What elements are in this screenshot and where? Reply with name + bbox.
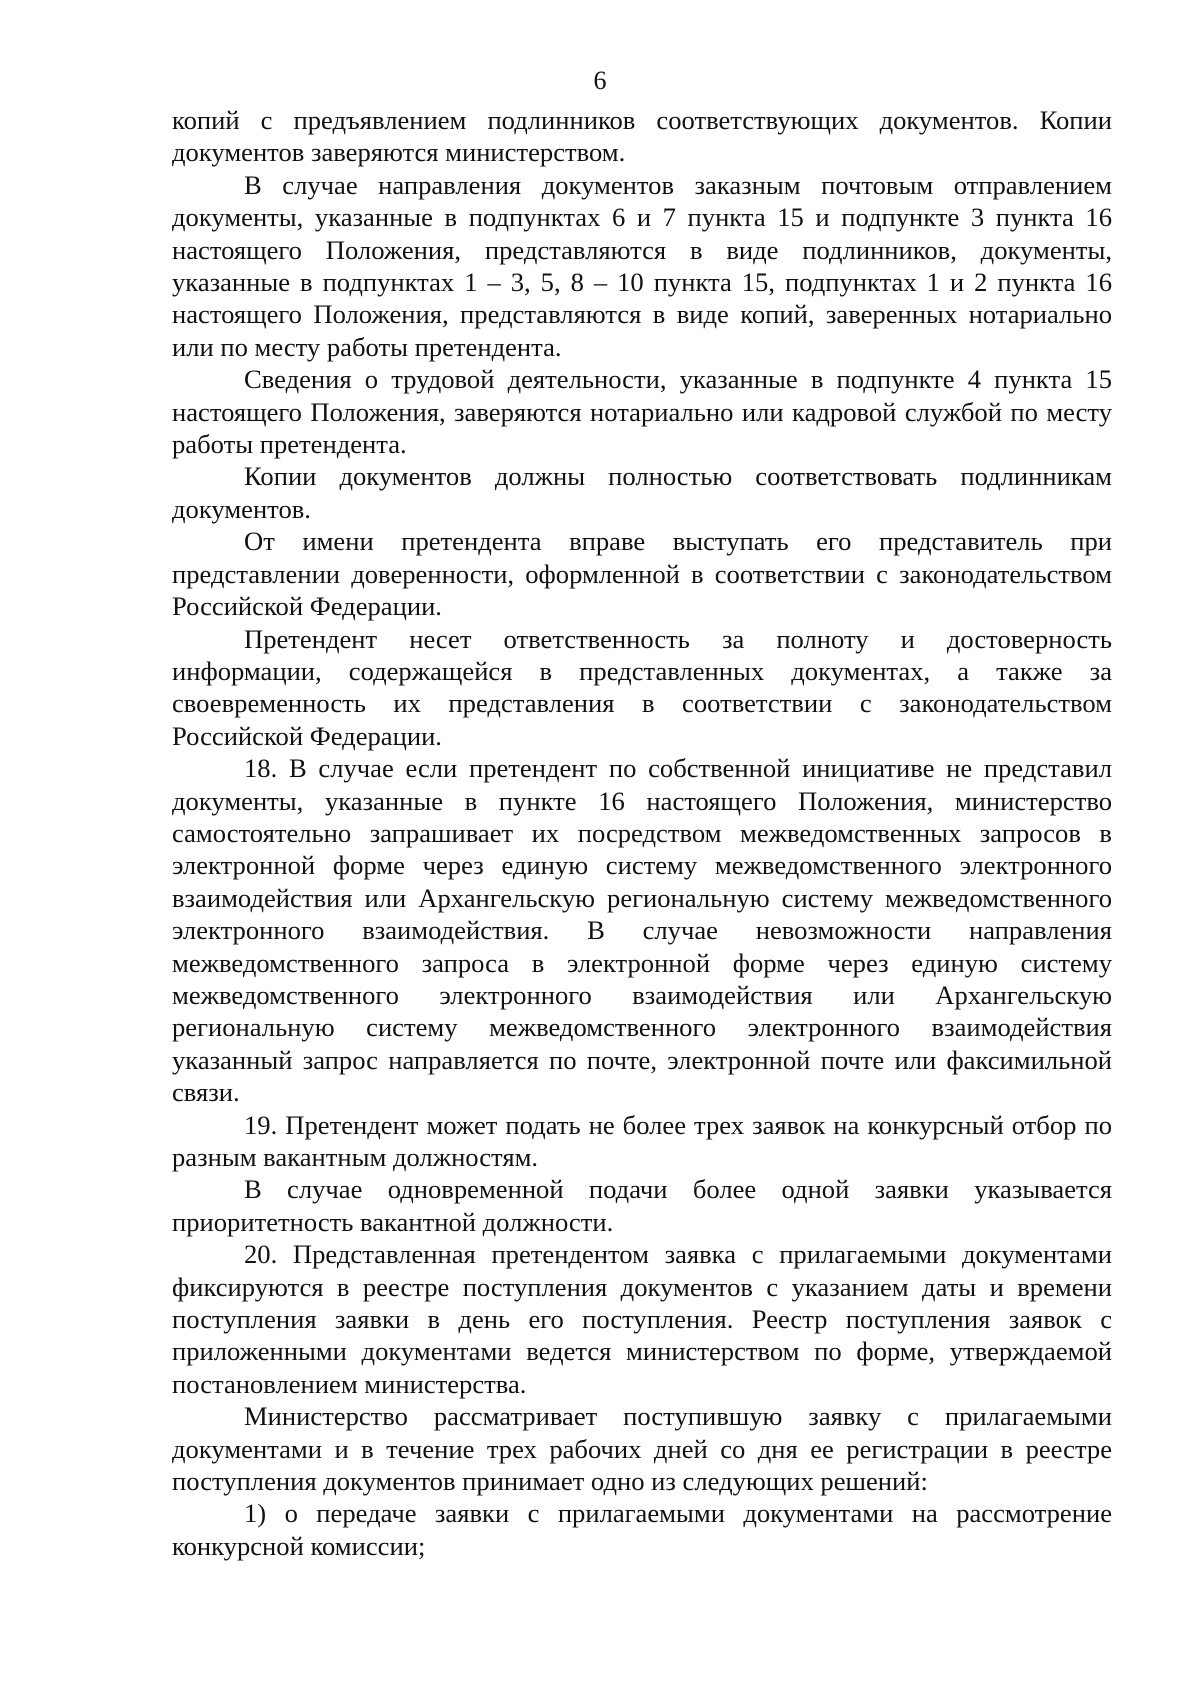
paragraph: От имени претендента вправе выступать его представитель при представлении доверенности, оформленной в соответствии с законодательством Российской Федерации. bbox=[172, 526, 1112, 622]
paragraph-item-18: 18. В случае если претендент по собственной инициативе не представил документы, указанные в пункте 16 настоящего Положения, министерство самостоятельно запрашивает их посредством межведомственных запросов в электронной форме через единую систему межведомственного электронного взаимодействия или Архангельскую региональную систему межведомственного электронного взаимодействия. В случае невозможности направления межведомственного запроса в электронной форме через единую систему межведомственного электронного взаимодействия или Архангельскую региональную систему межведомственного электронного взаимодействия указанный запрос направляется по почте, электронной почте или факсимильной связи. bbox=[172, 753, 1112, 1108]
document-body bbox=[172, 104, 1112, 1562]
paragraph: копий с предъявлением подлинников соответствующих документов. Копии документов заверяются министерством. bbox=[172, 105, 1112, 168]
paragraph: Министерство рассматривает поступившую заявку с прилагаемыми документами и в течение трех рабочих дней со дня ее регистрации в реестре поступления документов принимает одно из следующих решений: bbox=[172, 1401, 1112, 1497]
paragraph-item-19: 19. Претендент может подать не более трех заявок на конкурсный отбор по разным вакантным должностям. bbox=[172, 1109, 1112, 1172]
paragraph: Претендент несет ответственность за полноту и достоверность информации, содержащейся в представленных документах, а также за своевременность их представления в соответствии с законодательством Российской Федерации. bbox=[172, 623, 1112, 751]
paragraph: В случае направления документов заказным почтовым отправлением документы, указанные в подпунктах 6 и 7 пункта 15 и подпункте 3 пункта 16 настоящего Положения, представляются в виде подлинников, документы, указанные в подпунктах 1 – 3, 5, 8 – 10 пункта 15, подпунктах 1 и 2 пункта 16 настоящего Положения, представляются в виде копий, заверенных нотариально или по месту работы претендента. bbox=[172, 169, 1112, 362]
list-item: 1) о передаче заявки с прилагаемыми документами на рассмотрение конкурсной комиссии; bbox=[172, 1498, 1112, 1561]
paragraph: Копии документов должны полностью соответствовать подлинникам документов. bbox=[172, 461, 1112, 524]
paragraph: Сведения о трудовой деятельности, указанные в подпункте 4 пункта 15 настоящего Положения, заверяются нотариально или кадровой службой по месту работы претендента. bbox=[172, 364, 1112, 460]
paragraph-item-20: 20. Представленная претендентом заявка с прилагаемыми документами фиксируются в реестре поступления документов с указанием даты и времени поступления заявки в день его поступления. Реестр поступления заявок с приложенными документами ведется министерством по форме, утверждаемой постановлением министерства. bbox=[172, 1239, 1112, 1399]
page-number: 6 bbox=[593, 66, 607, 95]
paragraph: В случае одновременной подачи более одной заявки указывается приоритетность вакантной должности. bbox=[172, 1174, 1112, 1237]
